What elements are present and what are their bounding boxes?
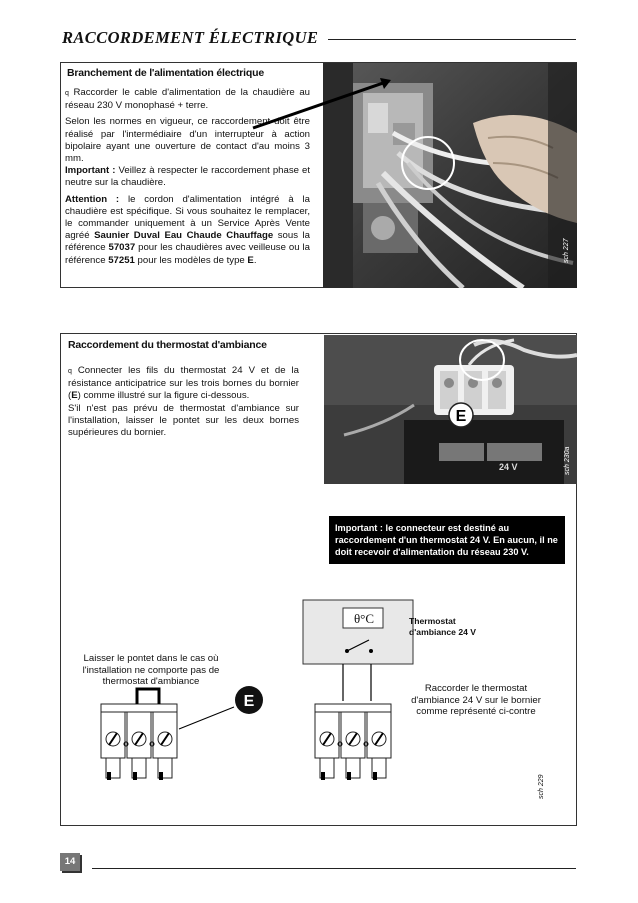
thermostat-section bbox=[60, 333, 577, 826]
section1-p2: Selon les normes en vigueur, ce raccordement doit être réalisé par l'intermédiaire d'un interrupteur à action bipolaire ayant une ouverture de contact d'au moins 3 mm. bbox=[65, 116, 310, 165]
terminal-block-left bbox=[99, 684, 279, 784]
page-title: RACCORDEMENT ÉLECTRIQUE bbox=[62, 28, 319, 47]
section2-p1: q Connecter les fils du thermostat 24 V et de la résistance anticipatrice sur les trois bornes du bornier (E) comme illustré sur la figure ci-dessous. bbox=[68, 365, 299, 402]
photo2-ref: sch 230a bbox=[564, 446, 571, 475]
footer-rule bbox=[92, 868, 576, 869]
section2-heading: Raccordement du thermostat d'ambiance bbox=[68, 339, 267, 351]
diagram-ref: sch 229 bbox=[538, 774, 545, 799]
photo-24v-label: 24 V bbox=[499, 462, 518, 472]
thermostat-symbol: θ°C bbox=[353, 611, 375, 626]
page-number: 14 bbox=[60, 853, 80, 871]
bullet-icon: q bbox=[65, 90, 69, 97]
diagram-e-label: E bbox=[243, 693, 255, 710]
section1-p3: Important : Veillez à respecter le raccordement phase et neutre sur la chaudière. bbox=[65, 165, 310, 189]
important-warning: Important : le connecteur est destiné au raccordement d'un thermostat 24 V. En aucun, il ne doit recevoir d'alimentation du réseau 230 V. bbox=[329, 516, 565, 564]
terminal-block-right bbox=[313, 684, 413, 784]
thermostat-label: Thermostat d'ambiance 24 V bbox=[409, 616, 477, 637]
section1-p1: q Raccorder le cable d'alimentation de la chaudière au réseau 230 V monophasé + terre. bbox=[65, 87, 310, 112]
left-caption: Laisser le pontet dans le cas où l'installation ne comporte pas de thermostat d'ambiance bbox=[82, 653, 220, 687]
terminal-block-photo bbox=[324, 335, 577, 484]
right-caption: Raccorder le thermostat d'ambiance 24 V sur le bornier comme représenté ci-contre bbox=[411, 683, 541, 717]
terminal-block-photo-svg bbox=[324, 335, 577, 484]
section2-text bbox=[68, 365, 299, 443]
photo-ref: sch 227 bbox=[563, 238, 570, 263]
bullet-icon: q bbox=[68, 368, 72, 375]
section1-p4: Attention : le cordon d'alimentation intégré à la chaudière est spécifique. Si vous souhaitez le remplacer, le commander uniquement à un Service Après Vente agréé Saunier Duval Eau Chaude Chauffage sous la référence 57037 pour les chaudières avec veilleuse ou la référence 57251 pour les modèles de type E. bbox=[65, 193, 310, 266]
photo-e-label: E bbox=[455, 408, 467, 425]
section1-heading: Branchement de l'alimentation électrique bbox=[67, 67, 264, 79]
section2-p2: S'il n'est pas prévu de thermostat d'ambiance sur l'installation, laisser le pontet sur les deux bornes supérieures du bornier. bbox=[68, 402, 299, 439]
